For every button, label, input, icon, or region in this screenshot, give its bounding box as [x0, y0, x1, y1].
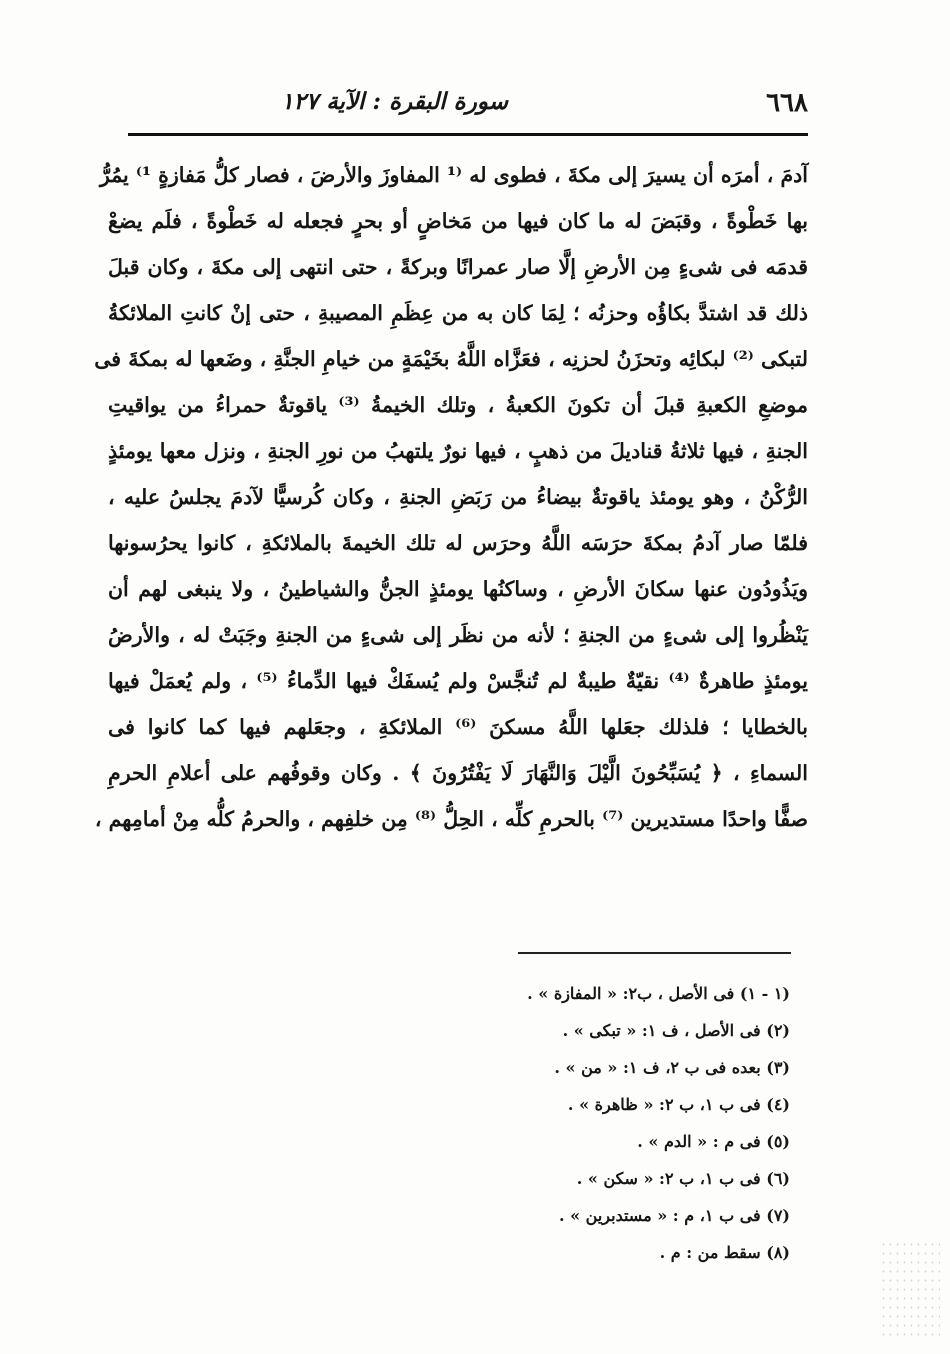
body-line: فلمّا صار آدمُ بمكةَ حرَسَه اللَّهُ وحرَس له تلك الخيمةَ بالملائكةِ ، كانوا يحرُسونها: [108, 531, 808, 555]
body-line: موضعِ الكعبةِ قبلَ أن تكونَ الكعبةُ ، وتلك الخيمةُ ⁽³⁾ ياقوتةٌ حمراءُ من يواقيتِ: [108, 393, 808, 417]
footnote: (٢) فى الأصل ، ف ١: « تبكى » .: [562, 1021, 790, 1040]
body-line: قدمَه فى شىءٍ مِن الأرضِ إلَّا صار عمرانًا وبركةً ، حتى انتهى إلى مكةَ ، وكان قبلَ: [108, 255, 808, 279]
footnote: (٨) سقط من : م .: [659, 1243, 790, 1262]
footnotes: [330, 975, 790, 1271]
body-line: آدمَ ، أمرَه أن يسيرَ إلى مكةَ ، فطوى له ⁽¹ المفاوزَ والأرضَ ، فصار كلُّ مَفازةٍ ¹⁾ يمُرُّ: [99, 163, 808, 187]
body-line: بالخطايا ؛ فلذلك جعَلها اللَّهُ مسكنَ ⁽⁶⁾ الملائكةِ ، وجعَلهم فيها كما كانوا فى: [108, 715, 808, 739]
body-line: السماءِ ، ﴿ يُسَبِّحُونَ الَّيْلَ وَالنَّهَارَ لَا يَفْتُرُونَ ﴾ . وكان وقوفُهم على أعلامِ الحرمِ: [108, 761, 808, 785]
body-line: بها خَطْوةً ، وقبَضَ له ما كان فيها من مَخاضٍ أو بحرٍ فجعله له خَطْوةً ، فلَم يضعْ: [108, 209, 808, 233]
footnote: (٤) فى ب ١، ب ٢: « ظاهرة » .: [567, 1095, 790, 1114]
footnote: (٦) فى ب ١، ب ٢: « سكن » .: [576, 1169, 790, 1188]
body-line: الجنةِ ، فيها ثلاثةُ قناديلَ من ذهبٍ ، فيها نورٌ يلتهبُ من نورِ الجنةِ ، ونزل معها يومئذٍ: [108, 439, 808, 463]
page-number: ٦٦٨: [766, 88, 808, 118]
body-line: يومئذٍ طاهرةٌ ⁽⁴⁾ نقيّةٌ طيبةٌ لم تُنجَّسْ ولم يُسفَكْ فيها الدِّماءُ ⁽⁵⁾ ، ولم يُعمَلْ فيها: [108, 669, 808, 693]
body-line: يَنْظُروا إلى شىءٍ من الجنةِ ؛ لأنه من نظَر إلى شىءٍ من الجنةِ وجَبَتْ له ، والأرضُ: [108, 623, 808, 647]
body-text: [94, 152, 808, 842]
page-header: [128, 88, 808, 124]
footnote: (٥) فى م : « الدم » .: [637, 1132, 790, 1151]
footnote: (٧) فى ب ١، م : « مستدبرين » .: [558, 1206, 790, 1225]
body-line: ذلك قد اشتدَّ بكاؤُه وحزنُه ؛ لِمَا كان به من عِظَمِ المصيبةِ ، حتى إنْ كانتِ الملائكةُ: [108, 301, 808, 325]
body-line: ويَذُودُون عنها سكانَ الأرضِ ، وساكنُها يومئذٍ الجنُّ والشياطينُ ، ولا ينبغى لهم أن: [108, 577, 808, 601]
header-divider: [128, 133, 808, 136]
footnote: (٣) بعده فى ب ٢، ف ١: « من » .: [554, 1058, 790, 1077]
scan-speckle: [880, 1240, 940, 1340]
footnote: (١ - ١) فى الأصل ، ب٢: « المفازة » .: [527, 984, 790, 1003]
body-line: الرُّكْنُ ، وهو يومئذ ياقوتةٌ بيضاءُ من رَبَضِ الجنةِ ، وكان كُرسيًّا لآدمَ يجلسُ عليه ،: [108, 485, 808, 509]
footnote-divider: [518, 952, 791, 954]
body-line: صفًّا واحدًا مستديرين ⁽⁷⁾ بالحرمِ كلِّه ، الحِلُّ ⁽⁸⁾ مِن خلفِهم ، والحرمُ كلُّه مِنْ أمامِهم ،: [94, 807, 808, 831]
body-line: لتبكى ⁽²⁾ لبكائِه وتحزَنُ لحزنِه ، فعَزَّاه اللَّهُ بخَيْمَةٍ من خيامِ الجنَّةِ ، وضَعها له بمكةَ فى: [94, 347, 808, 371]
running-title: سورة البقرة : الآية ١٢٧: [281, 88, 508, 115]
